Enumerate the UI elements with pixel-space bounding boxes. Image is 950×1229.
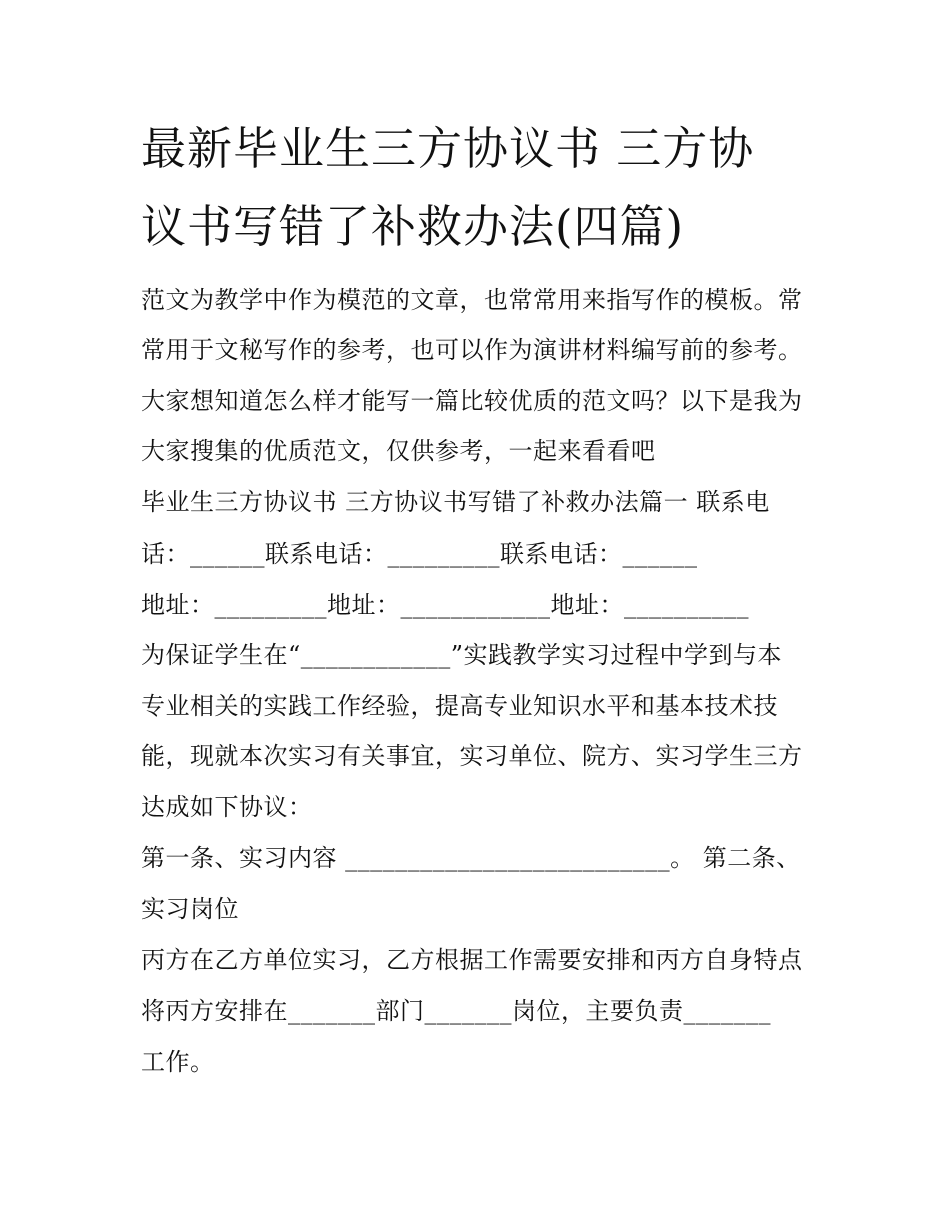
body-line: 毕业生三方协议书 三方协议书写错了补救办法篇一 联系电 bbox=[141, 488, 770, 516]
body-line: 范文为教学中作为模范的文章，也常常用来指写作的模板。常 bbox=[141, 286, 803, 314]
document-title bbox=[141, 110, 831, 266]
body-line: 话：______联系电话：_________联系电话：______ bbox=[141, 540, 698, 568]
body-line: 大家搜集的优质范文，仅供参考，一起来看看吧 bbox=[141, 437, 656, 465]
body-line: 达成如下协议： bbox=[141, 793, 313, 821]
body-line: 第一条、实习内容 __________________________。 第二条、 bbox=[141, 844, 801, 872]
body-line: 大家想知道怎么样才能写一篇比较优质的范文吗？以下是我为 bbox=[141, 387, 803, 415]
body-line: 专业相关的实践工作经验，提高专业知识水平和基本技术技 bbox=[141, 692, 778, 720]
body-line: 地址：_________地址：____________地址：__________ bbox=[141, 591, 749, 619]
title-line-1: 最新毕业生三方协议书 三方协 bbox=[141, 122, 755, 175]
body-line: 实习岗位 bbox=[141, 895, 239, 923]
body-line: 工作。 bbox=[141, 1048, 215, 1076]
body-line: 丙方在乙方单位实习，乙方根据工作需要安排和丙方自身特点 bbox=[141, 946, 803, 974]
title-line-2: 议书写错了补救办法(四篇) bbox=[141, 200, 685, 253]
body-line: 为保证学生在“____________”实践教学实习过程中学到与本 bbox=[141, 641, 783, 669]
body-line: 能，现就本次实习有关事宜，实习单位、院方、实习学生三方 bbox=[141, 742, 803, 770]
body-line: 将丙方安排在_______部门_______岗位，主要负责_______ bbox=[141, 997, 771, 1025]
body-line: 常用于文秘写作的参考，也可以作为演讲材料编写前的参考。 bbox=[141, 336, 803, 364]
